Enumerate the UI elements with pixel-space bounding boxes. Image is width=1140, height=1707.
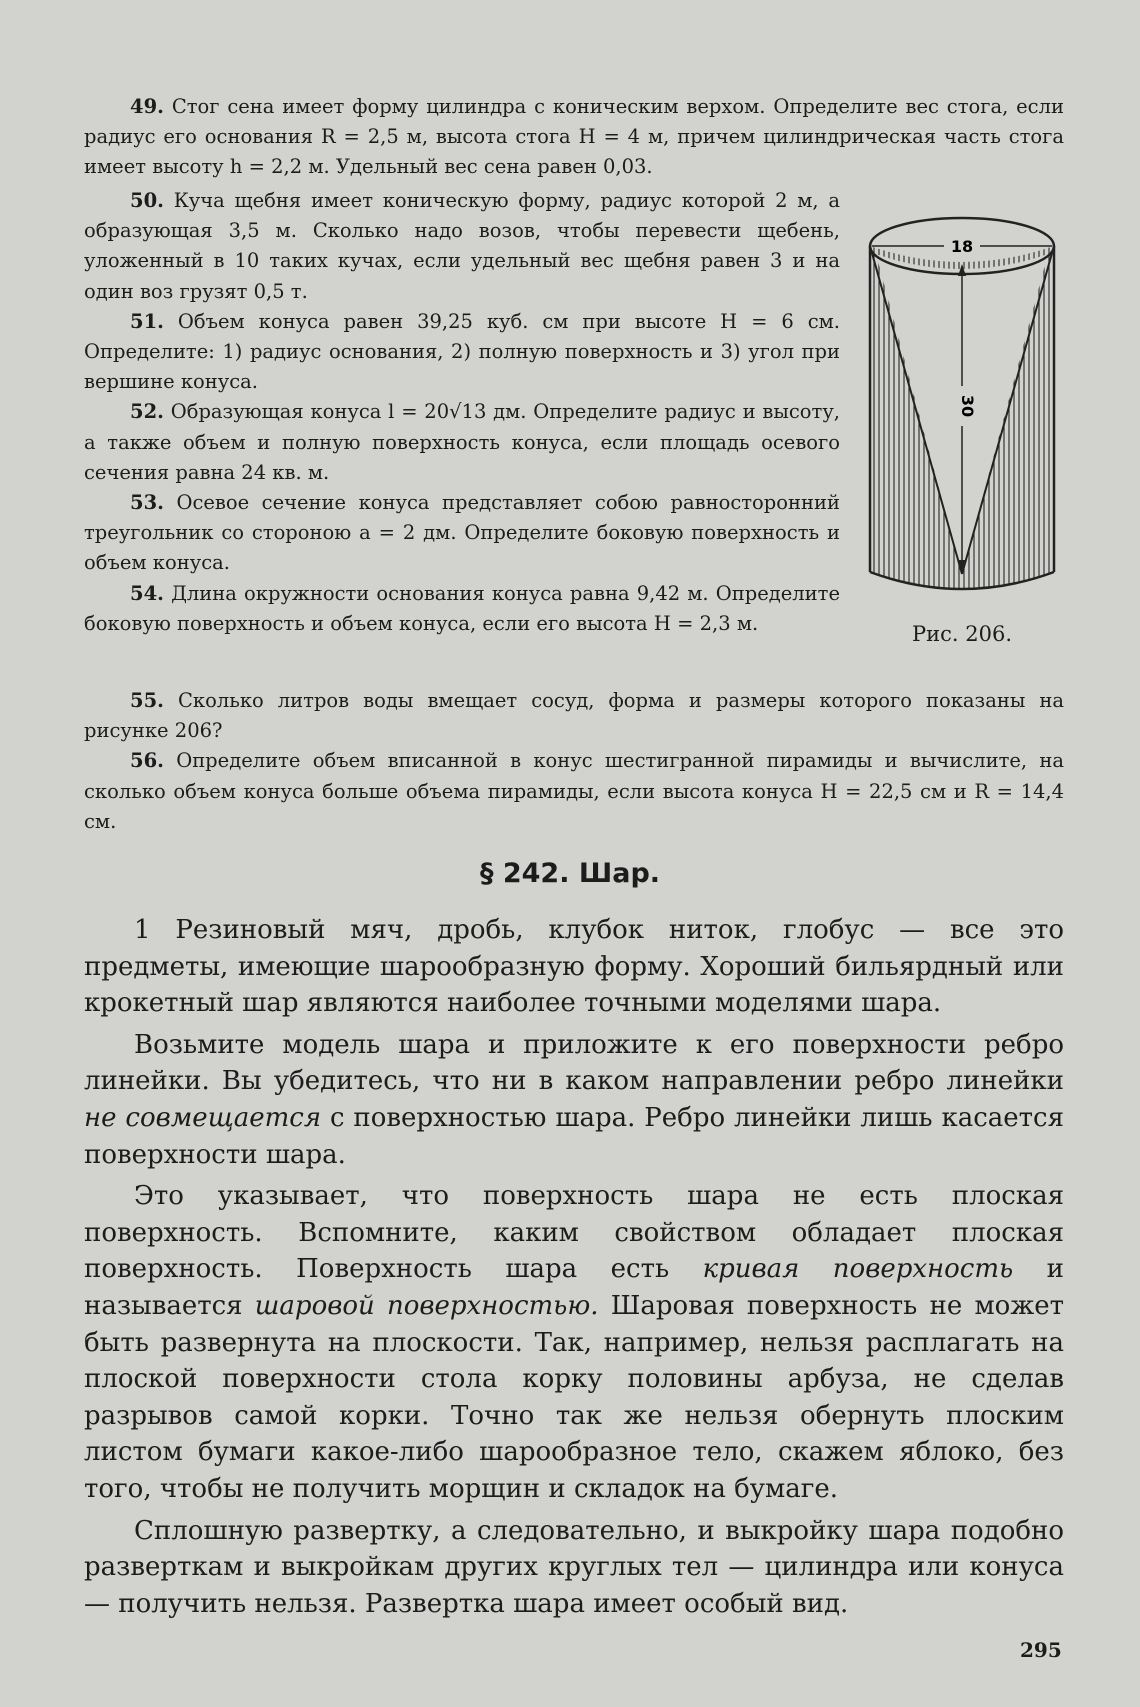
problem-55: 55. Сколько литров воды вмещает сосуд, форма и размеры которого показаны на рисунке 206? [84, 689, 1064, 743]
problem-51: 51. Объем конуса равен 39,25 куб. см при высоте H = 6 см. Определите: 1) радиус основания, 2) полную поверхность и 3) угол при вершине конуса. [84, 309, 841, 394]
problem-54: 54. Длина окружности основания конуса равна 9,42 м. Определите боковую поверхность и объем конуса, если его высота H = 2,3 м. [84, 581, 841, 635]
problem-49: 49. Стог сена имеет форму цилиндра с коническим верхом. Определите вес стога, если радиус его основания R = 2,5 м, высота стога H = 4 м, причем цилиндрическая часть стога имеет высоту h = 2,2 м. Удельный вес сена равен 0,03. [84, 95, 1064, 179]
paragraph-4: Сплошную развертку, а следовательно, и выкройку шара подобно разверткам и выкройкам других круглых тел — цилиндра или конуса — получить нельзя. Развертка шара имеет особый вид. [84, 1515, 1064, 1619]
problem-text: Определите объем вписанной в конус шестигранной пирамиды и вычислите, на сколько объем конуса больше объема пирамиды, если высота конуса H = 22,5 см и R = 14,4 см. [84, 749, 1064, 833]
problem-52: 52. Образующая конуса l = 20√13 дм. Определите радиус и высоту, а также объем и полную поверхность конуса, если площадь осевого сечения равна 24 кв. м. [84, 400, 840, 484]
problem-text: Длина окружности основания конуса равна 9,42 м. Определите боковую поверхность и объем конуса, если его высота H = 2,3 м. [84, 581, 841, 635]
problem-block-top [84, 92, 1064, 183]
paragraph-3-text-c: Шаровая поверхность не может быть развернута на плоскости. Так, например, нельзя расплагать на плоской поверхности стола корку половины арбуза, не сделав разрывов самой корки. Точно так же нельзя обернуть плоским листом бумаги какое-либо шарообразное тело, скажем яблоко, без того, чтобы не получить морщин и складок на бумаге. [84, 1290, 1065, 1504]
figure-206 [862, 206, 1062, 646]
problem-block-bottom [84, 686, 1064, 837]
problem-text: Стог сена имеет форму цилиндра с коническим верхом. Определите вес стога, если радиус его основания R = 2,5 м, высота стога H = 4 м, причем цилиндрическая часть стога имеет высоту h = 2,2 м. Удельный вес сена равен 0,03. [84, 95, 1064, 179]
problem-53: 53. Осевое сечение конуса представляет собою равносторонний треугольник со стороною a = 2 дм. Определите боковую поверхность и объем конуса. [84, 491, 841, 575]
problem-text: Сколько литров воды вмещает сосуд, форма и размеры которого показаны на рисунке 206? [84, 689, 1064, 743]
paragraph-2 [84, 1027, 1064, 1173]
problem-number: 52 [130, 400, 158, 424]
problem-text: Объем конуса равен 39,25 куб. см при высоте H = 6 см. Определите: 1) радиус основания, 2) полную поверхность и 3) угол при вершине конуса. [84, 309, 841, 394]
diameter-label: 18 [950, 237, 974, 256]
paragraph-2-text-b: с поверхностью шара. Ребро линейки лишь касается поверхности шара. [84, 1102, 1064, 1170]
paragraph-1: 1 Резиновый мяч, дробь, клубок ниток, глобус — все это предметы, имеющие шарообразную форму. Хороший бильярдный или крокетный шар являются наиболее точными моделями шара. [84, 915, 1064, 1019]
paragraph-3-text-b: и называется [84, 1254, 1064, 1321]
paragraph-3-emphasis-1: кривая поверхность [702, 1254, 1014, 1285]
cylinder-cone-drawing [862, 206, 1062, 616]
section-body [84, 912, 1064, 1627]
problem-number: 51 [130, 309, 158, 333]
page-number: 295 [1020, 1638, 1062, 1662]
paragraph-2-emphasis: не совмещается [84, 1102, 322, 1133]
problem-number: 50 [130, 189, 158, 212]
height-label: 30 [958, 394, 977, 418]
paragraph-3-text-a: Это указывает, что поверхность шара не есть плоская поверхность. Вспомните, каким свойством обладает плоская поверхность. Поверхность шара есть [84, 1181, 1064, 1285]
problem-number: 49 [130, 95, 158, 118]
problem-number: 53 [130, 491, 158, 515]
problem-number: 55 [130, 689, 158, 712]
problem-56: 56. Определите объем вписанной в конус шестигранной пирамиды и вычислите, на сколько объем конуса больше объема пирамиды, если высота конуса H = 22,5 см и R = 14,4 см. [84, 749, 1064, 833]
problem-text: Осевое сечение конуса представляет собою равносторонний треугольник со стороною a = 2 дм. Определите боковую поверхность и объем конуса. [84, 491, 841, 575]
paragraph-3 [84, 1178, 1064, 1507]
paragraph-3-emphasis-2: шаровой поверхностью. [254, 1290, 599, 1321]
problem-number: 54 [130, 581, 158, 605]
problem-text: Образующая конуса l = 20√13 дм. Определите радиус и высоту, а также объем и полную поверхность конуса, если площадь осевого сечения равна 24 кв. м. [84, 400, 840, 484]
problem-block-figure [84, 186, 840, 639]
paragraph-2-text-a: Возьмите модель шара и приложите к его поверхности ребро линейки. Вы убедитесь, что ни в каком направлении ребро линейки [84, 1029, 1064, 1097]
section-heading: § 242. Шар. [479, 858, 661, 889]
figure-caption: Рис. 206. [912, 622, 1012, 646]
problem-50: 50. Куча щебня имеет коническую форму, радиус которой 2 м, а образующая 3,5 м. Сколько надо возов, чтобы перевести щебень, уложенный в 10 таких кучах, если удельный вес щебня равен 3 и на один воз грузят 0,5 т. [84, 189, 840, 303]
problem-number: 56 [130, 749, 158, 773]
problem-text: Куча щебня имеет коническую форму, радиус которой 2 м, а образующая 3,5 м. Сколько надо возов, чтобы перевести щебень, уложенный в 10 таких кучах, если удельный вес щебня равен 3 и на один воз грузят 0,5 т. [84, 189, 840, 303]
